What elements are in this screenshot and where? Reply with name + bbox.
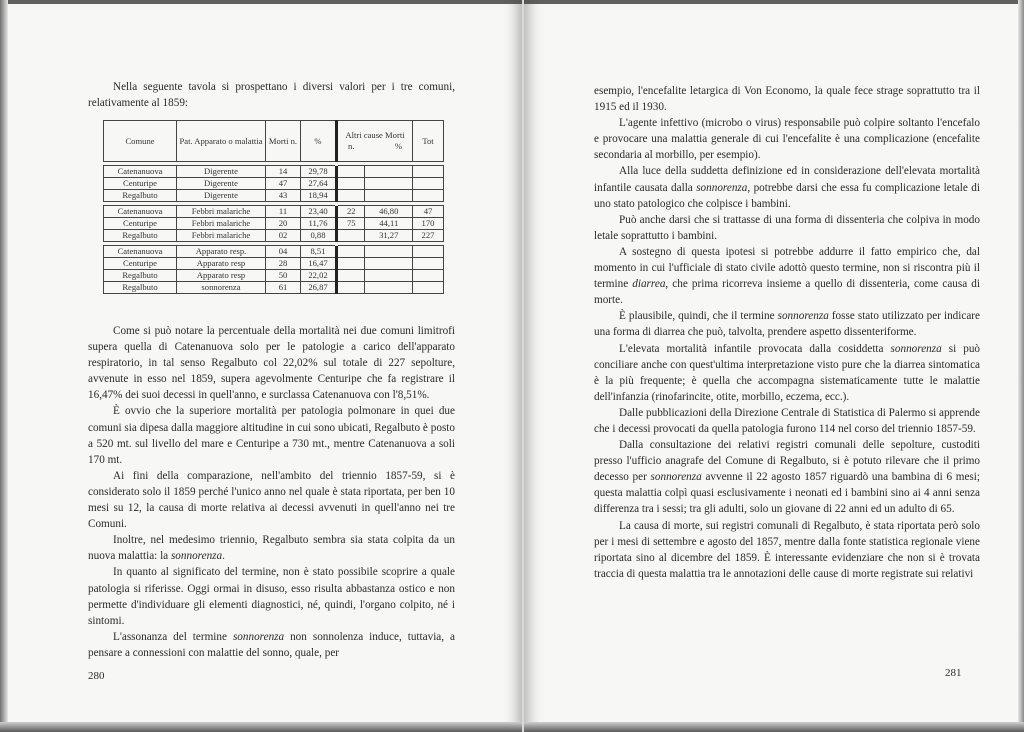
table-cell-pat: Febbri malariche (177, 206, 266, 218)
paragraph: Dalle pubblicazioni della Direzione Centrale di Statistica di Palermo si apprende che i decessi provocati da quella patologia furono 114 nel corso del triennio 1857-59. (594, 406, 980, 435)
table-cell-an (337, 166, 365, 178)
table-cell-tot (413, 258, 444, 270)
table-cell-n: 50 (266, 270, 301, 282)
table-row (104, 166, 444, 178)
table-cell-tot (413, 190, 444, 202)
paragraph: L'elevata mortalità infantile provocata dalla cosiddetta sonnorenza si può conciliare anche con quest'ultima interpretazione visto pure che la diarrea sintomatica è la più frequente; è quella che accompagna sistematicamente tutte le malattie dell'infanzia (rinofarincite, otite, morbillo, eczema, ecc.). (594, 342, 981, 403)
paragraph: esempio, l'encefalite letargica di Von Economo, la quale fece strage soprattutto tra il 1915 ed il 1930. (594, 85, 980, 114)
table-cell-n: 43 (266, 190, 301, 202)
mortality-table (103, 120, 444, 294)
header-altri-cause (337, 121, 413, 162)
paragraph: La causa di morte, sui registri comunali di Regalbuto, è stata riportata però solo per i mesi di settembre e agosto del 1857, mentre dalla fonte statistica regionale viene riportata sino al dicembre del 1859. È interessante evidenziare che non si è trovata traccia di questa malattia tra le annotazioni delle cause di morte registrate sui relativi (594, 519, 980, 580)
table-cell-comune: Catenanuova (104, 166, 177, 178)
table-row (104, 246, 444, 258)
header-comune: Comune (104, 121, 177, 162)
table-cell-an: 22 (337, 206, 365, 218)
paragraph: A sostegno di questa ipotesi si potrebbe addurre il fatto empirico che, dal momento in cui l'ufficiale di stato civile adottò questo termine, non si riscontra più il termine diarrea, che prima ricorreva insieme a quello di dissenteria, come causa di morte. (594, 245, 980, 307)
table-cell-pct: 18,94 (301, 190, 337, 202)
altri-pct-label: % (394, 141, 402, 151)
table-cell-an (337, 282, 365, 294)
table-cell-pct: 16,47 (301, 258, 337, 270)
table-cell-pat: Febbri malariche (177, 230, 266, 242)
paragraph: È plausibile, quindi, che il termine sonnorenza fosse stato utilizzato per indicare una forma di diarrea che può, talvolta, prendere aspetto dissenteriforme. (594, 310, 980, 339)
table-cell-tot (413, 246, 444, 258)
body-text-left (88, 323, 455, 661)
paragraph: Come si può notare la percentuale della mortalità nei due comuni limitrofi supera quella di Catenanuova solo per le patologie a carico dell'apparato respiratorio, in tal senso Regalbuto col 22,02% sul totale di 227 sepolture, avvenute in esso nel 1859, supera agevolmente Centuripe che fa registrare il 16,47% dei suoi decessi in quell'anno, e surclassa Catenanuova con l'8,51%. (88, 325, 455, 402)
paragraph: È ovvio che la superiore mortalità per patologia polmonare in quei due comuni sia dipesa dalla maggiore altitudine in cui sono ubicati, Regalbuto è posto a 520 mt. sul livello del mare e Centuripe a 730 mt., mentre Catenanuova a soli 170 mt. (88, 405, 455, 466)
table-cell-an (337, 230, 365, 242)
table-cell-pat: Apparato resp. (177, 246, 266, 258)
table-cell-comune: Catenanuova (104, 246, 177, 258)
table-cell-pct: 27,64 (301, 178, 337, 190)
table-cell-n: 20 (266, 218, 301, 230)
table-cell-comune: Catenanuova (104, 206, 177, 218)
table-row (104, 270, 444, 282)
table-cell-tot: 227 (413, 230, 444, 242)
page-edge (524, 722, 1024, 732)
table-cell-apct: 31,27 (365, 230, 413, 242)
body-text-right (594, 83, 980, 582)
table-row (104, 190, 444, 202)
table-row (104, 178, 444, 190)
header-morti: Morti n. (266, 121, 301, 162)
table-cell-comune: Regalbuto (104, 230, 177, 242)
table-row (104, 258, 444, 270)
table-cell-pat: Digerente (177, 190, 266, 202)
table-cell-pat: sonnorenza (177, 282, 266, 294)
table-cell-n: 28 (266, 258, 301, 270)
table-row (104, 282, 444, 294)
paragraph: Inoltre, nel medesimo triennio, Regalbuto sembra sia stata colpita da un nuova malattia: la sonnorenza. (88, 534, 455, 563)
table-header-row (104, 121, 444, 162)
table-cell-an (337, 190, 365, 202)
table-cell-comune: Regalbuto (104, 190, 177, 202)
table-cell-an (337, 178, 365, 190)
table-cell-pat: Apparato resp (177, 270, 266, 282)
table-cell-comune: Centuripe (104, 178, 177, 190)
table-cell-apct (365, 282, 413, 294)
page-edge (1018, 0, 1024, 732)
table-cell-comune: Centuripe (104, 218, 177, 230)
table-row (104, 206, 444, 218)
table-cell-tot: 170 (413, 218, 444, 230)
table-cell-pct: 29,78 (301, 166, 337, 178)
table-row (104, 218, 444, 230)
header-tot: Tot (413, 121, 444, 162)
paragraph: L'agente infettivo (microbo o virus) responsabile può colpire soltanto l'encefalo e provocare una malattia generale di cui l'encefalite è una complicazione (encefalite secondaria al morbillo, per esempio). (594, 117, 980, 162)
table-cell-pct: 23,40 (301, 206, 337, 218)
page-edge (0, 0, 8, 732)
table-cell-apct (365, 246, 413, 258)
table-cell-tot: 47 (413, 206, 444, 218)
table-cell-apct (365, 190, 413, 202)
header-patologia: Pat. Apparato o malattia (177, 121, 266, 162)
right-page (524, 0, 1024, 732)
table-cell-n: 61 (266, 282, 301, 294)
table-cell-pct: 8,51 (301, 246, 337, 258)
table-cell-apct (365, 258, 413, 270)
table-cell-n: 47 (266, 178, 301, 190)
table-cell-pat: Digerente (177, 178, 266, 190)
table-cell-an (337, 246, 365, 258)
table-cell-pat: Febbri malariche (177, 218, 266, 230)
table-cell-apct (365, 270, 413, 282)
table-cell-an (337, 258, 365, 270)
table-cell-n: 04 (266, 246, 301, 258)
table-cell-n: 14 (266, 166, 301, 178)
altri-n-label: n. (348, 141, 355, 151)
paragraph: Può anche darsi che si trattasse di una forma di dissenteria che colpiva in modo letale soprattutto i bambini. (594, 213, 980, 242)
paragraph: Dalla consultazione dei relativi registri comunali delle sepolture, custoditi presso l'ufficio anagrafe del Comune di Regalbuto, si è potuto rilevare che il primo decesso per sonnorenza avvenne il 22 agosto 1857 riguardò una bambina di 6 mesi; questa malattia colpì quasi esclusivamente i neonati ed i bambini sino ai 4 anni senza differenza tra i sessi; tra gli adulti, solo un giovane di 22 anni ed un adulto di 65. (594, 439, 981, 516)
table-cell-pct: 22,02 (301, 270, 337, 282)
table-cell-n: 02 (266, 230, 301, 242)
table-row (104, 230, 444, 242)
table-cell-comune: Regalbuto (104, 270, 177, 282)
table-cell-apct: 44,11 (365, 218, 413, 230)
table-cell-comune: Regalbuto (104, 282, 177, 294)
page-number: 280 (88, 670, 105, 682)
table-cell-pct: 0,88 (301, 230, 337, 242)
page-edge (0, 722, 522, 732)
table-cell-tot (413, 270, 444, 282)
table-cell-pct: 11,76 (301, 218, 337, 230)
paragraph: Alla luce della suddetta definizione ed in considerazione dell'elevata mortalità infantile causata dalla sonnorenza, potrebbe darsi che essa fu complicazione letale di uno stato patologico che colpisce i bambini. (594, 165, 981, 210)
altri-cause-label: Altri cause Morti (345, 130, 405, 141)
table-cell-apct: 46,80 (365, 206, 413, 218)
table-cell-pct: 26,87 (301, 282, 337, 294)
intro-paragraph: Nella seguente tavola si prospettano i diversi valori per i tre comuni, relativamente al 1859: (88, 81, 455, 110)
table-cell-pat: Digerente (177, 166, 266, 178)
table-cell-tot (413, 282, 444, 294)
table-cell-tot (413, 178, 444, 190)
table-cell-an (337, 270, 365, 282)
table-cell-apct (365, 178, 413, 190)
paragraph: In quanto al significato del termine, non è stato possibile scoprire a quale patologia si riferisse. Oggi ormai in disuso, esso risulta abbastanza ostico e non permette d'individuare gli elementi diagnostici, né, quindi, l'organo colpito, né i sintomi. (88, 566, 455, 627)
table-cell-comune: Centuripe (104, 258, 177, 270)
page-edge (0, 0, 522, 4)
page-edge (524, 0, 1024, 4)
table-cell-apct (365, 166, 413, 178)
table-cell-tot (413, 166, 444, 178)
header-pct: % (301, 121, 337, 162)
table-cell-pat: Apparato resp (177, 258, 266, 270)
table-cell-an: 75 (337, 218, 365, 230)
page-number: 281 (945, 667, 962, 679)
paragraph: L'assonanza del termine sonnorenza non sonnolenza induce, tuttavia, a pensare a connessioni con malattie del sonno, quale, per (88, 630, 455, 659)
table-cell-n: 11 (266, 206, 301, 218)
paragraph: Ai fini della comparazione, nell'ambito del triennio 1857-59, si è considerato solo il 1859 perché l'unico anno nel quale è stata riportata, per ben 10 mesi su 12, la causa di morte relativa ai decessi avvenuti in quell'anno nei tre Comuni. (88, 469, 455, 531)
